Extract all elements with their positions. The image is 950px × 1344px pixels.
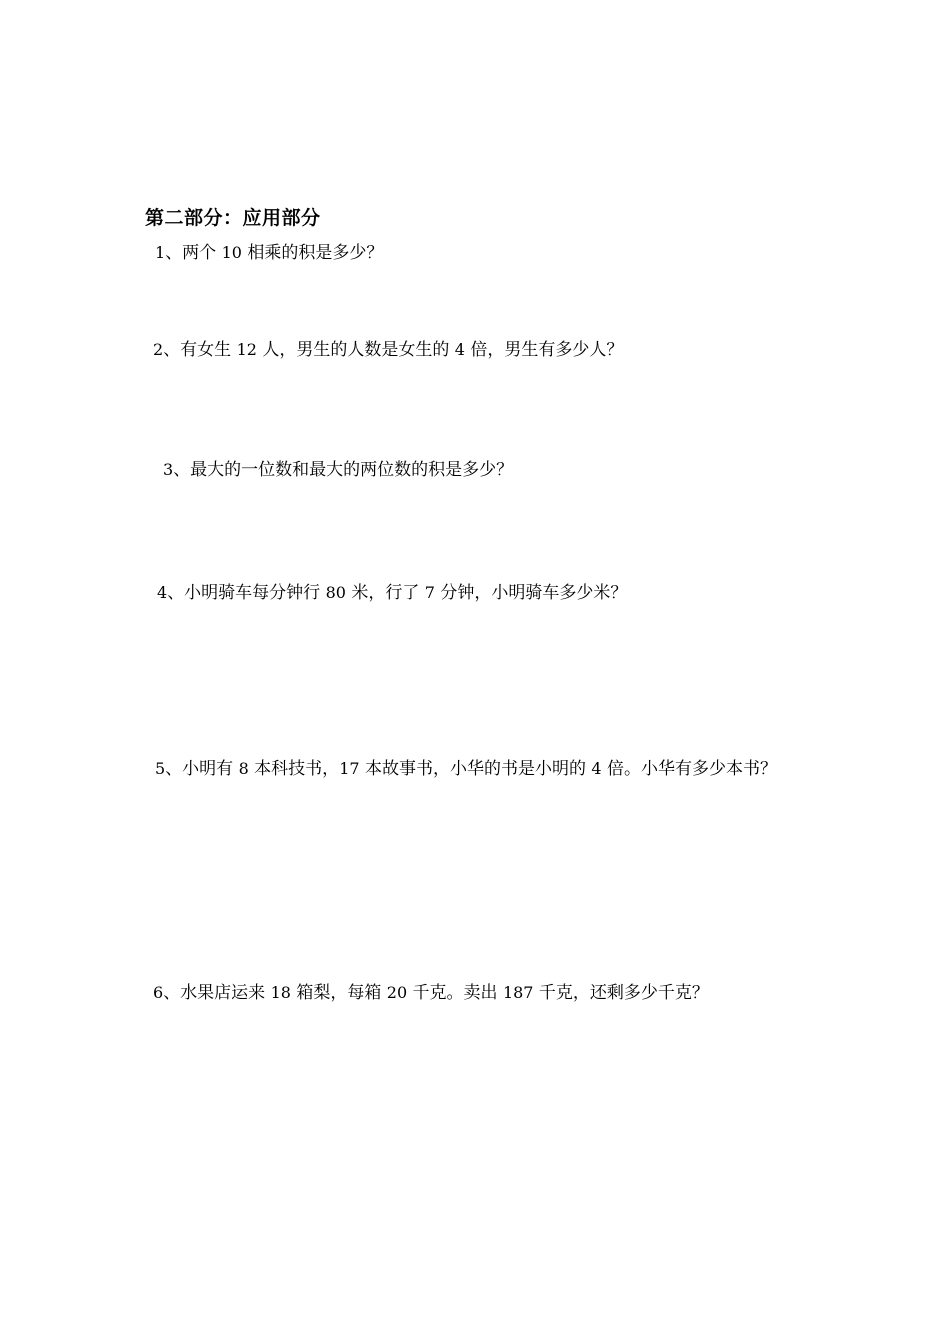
number-text: 80 (325, 583, 346, 602)
question-2: 2、有女生 12 人，男生的人数是女生的 4 倍，男生有多少人？ (153, 340, 624, 360)
section-title: 第二部分：应用部分 (145, 207, 321, 229)
number-text: 187 (502, 983, 534, 1002)
number-text: 4 (591, 759, 602, 778)
question-1: 1、两个 10 相乘的积是多少？ (155, 243, 384, 263)
number-text: 4 (454, 340, 465, 359)
number-text: 2 (153, 340, 164, 359)
number-text: 6 (153, 983, 164, 1002)
number-text: 7 (424, 583, 435, 602)
question-4: 4、小明骑车每分钟行 80 米，行了 7 分钟，小明骑车多少米？ (157, 583, 628, 603)
number-text: 5 (155, 759, 166, 778)
number-text: 10 (221, 243, 242, 262)
question-3: 3、最大的一位数和最大的两位数的积是多少？ (163, 460, 514, 480)
number-text: 20 (386, 983, 408, 1002)
number-text: 1 (155, 243, 166, 262)
question-5: 5、小明有 8 本科技书，17 本故事书，小华的书是小明的 4 倍。小华有多少本书？ (155, 759, 777, 779)
number-text: 18 (270, 983, 291, 1002)
number-text: 12 (236, 340, 257, 359)
number-text: 17 (339, 759, 360, 778)
number-text: 8 (238, 759, 249, 778)
number-text: 3 (163, 460, 174, 479)
number-text: 4 (157, 583, 168, 602)
question-6: 6、水果店运来 18 箱梨，每箱 20 千克。卖出 187 千克，还剩多少千克？ (153, 983, 709, 1003)
